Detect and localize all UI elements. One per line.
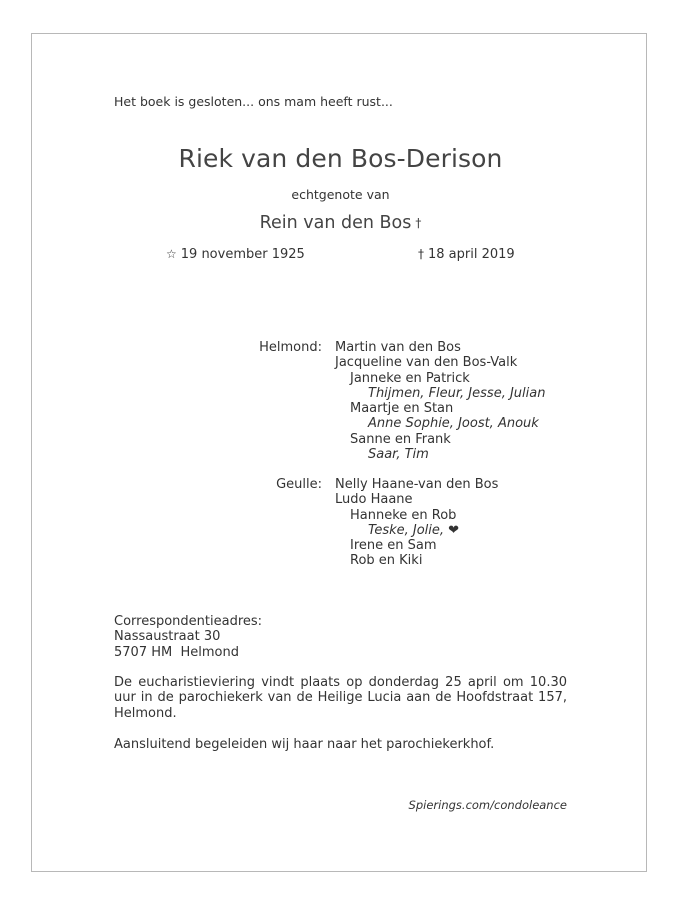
relation-text: echtgenote van — [291, 187, 390, 202]
star-icon: ☆ — [166, 247, 177, 261]
family-line: Irene en Sam — [350, 538, 437, 554]
family-line: Hanneke en Rob — [350, 507, 457, 523]
burial-text: Aansluitend begeleiden wij haar naar het parochiekerkhof. — [114, 737, 495, 752]
family-line: Martin van den Bos — [335, 340, 461, 355]
family-list-geulle — [335, 477, 498, 569]
family-line: Ludo Haane — [335, 492, 413, 508]
family-line: Maartje en Stan — [350, 401, 454, 417]
family-list-helmond — [335, 340, 545, 462]
family-line: Sanne en Frank — [350, 431, 451, 447]
spouse-line — [0, 213, 681, 233]
grandchildren-line: Teske, Jolie, ❤ — [368, 522, 460, 538]
intro-text: Het boek is gesloten... ons mam heeft rust... — [114, 94, 393, 109]
condolence-website: Spierings.com/condoleance — [408, 798, 567, 812]
birth-date: 19 november 1925 — [180, 247, 305, 262]
deceased-name: Riek van den Bos-Derison — [178, 144, 503, 173]
address-label: Correspondentieadres: — [114, 614, 263, 629]
grandchildren-line: Saar, Tim — [368, 447, 429, 463]
family-line: Nelly Haane-van den Bos — [335, 477, 499, 492]
service-text: De eucharistieviering vindt plaats op donderdag 25 april om 10.30 uur in de parochiekerk van de Heilige Lucia aan de Hoofdstraat 157, Helmond. — [114, 675, 567, 721]
spouse-name: Rein van den Bos — [259, 213, 412, 233]
death-date: 18 april 2019 — [428, 247, 515, 262]
birth-date-line — [166, 247, 305, 262]
address-street: Nassaustraat 30 — [114, 629, 221, 645]
death-date-line — [418, 247, 515, 262]
cross-icon: † — [418, 247, 424, 261]
grandchildren-line: Anne Sophie, Joost, Anouk — [368, 416, 539, 432]
place-geulle: Geulle: — [276, 477, 322, 492]
correspondence-address — [114, 614, 262, 660]
grandchildren-line: Thijmen, Fleur, Jesse, Julian — [368, 385, 546, 401]
family-line: Janneke en Patrick — [350, 370, 470, 386]
cross-icon: † — [415, 216, 422, 230]
place-helmond: Helmond: — [259, 340, 322, 355]
family-line: Jacqueline van den Bos-Valk — [335, 355, 518, 371]
address-city: 5707 HM Helmond — [114, 644, 239, 660]
family-line: Rob en Kiki — [350, 553, 423, 569]
